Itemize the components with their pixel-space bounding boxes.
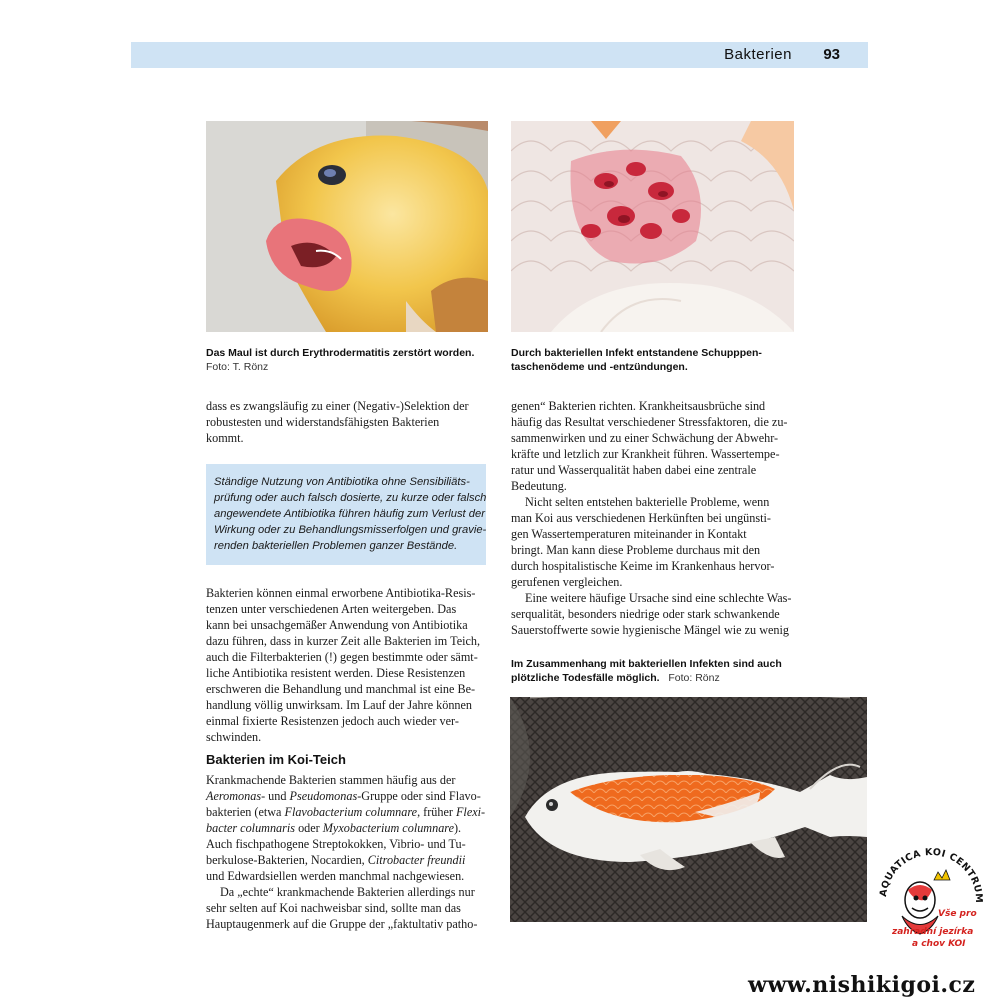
text-line: gerufenen vergleichen. bbox=[511, 575, 623, 589]
caption-mouth bbox=[206, 346, 474, 374]
text-line: handlung völlig unwirksam. Im Lauf der Jahre können bbox=[206, 698, 473, 712]
text-line: man Koi aus verschiedenen Herkünften bei ungünsti- bbox=[511, 511, 771, 525]
text-line: Sauerstoffwerte sowie hygienische Mängel wie zu wenig bbox=[511, 623, 789, 637]
running-header bbox=[131, 42, 868, 68]
text-line: sehr selten auf Koi nachweisbar sind, sollte man das bbox=[206, 901, 461, 915]
text-line: genen“ Bakterien richten. Krankheitsausbrüche sind bbox=[511, 399, 766, 413]
website-watermark: www.nishikigoi.cz bbox=[748, 972, 976, 998]
text-line: bacter columnaris oder Myxobacterium columnare). bbox=[206, 821, 462, 835]
info-box-line: Ständige Nutzung von Antibiotika ohne Sensibiliäts- bbox=[214, 476, 470, 488]
caption-dead-koi bbox=[511, 657, 782, 685]
section-title: Bakterien bbox=[724, 46, 792, 63]
text-line: berkulose-Bakterien, Nocardien, Citrobacter freundii bbox=[206, 853, 466, 867]
text-line: Auch fischpathogene Streptokokken, Vibrio- und Tu- bbox=[206, 837, 466, 851]
text-line: Eine weitere häufige Ursache sind eine schlechte Was- bbox=[525, 591, 792, 605]
text-line: kann bei unsachgemäßer Anwendung von Antibiotika bbox=[206, 618, 468, 632]
text-line: serqualität, besonders niedrige oder stark schwankende bbox=[511, 607, 780, 621]
text-line: ratur und Wasserqualität haben dabei eine zentrale bbox=[511, 463, 757, 477]
dead-koi-illustration bbox=[510, 697, 867, 922]
text-line: gen Wassertemperaturen miteinander in Kontakt bbox=[511, 527, 747, 541]
text-line: dass es zwangsläufig zu einer (Negativ-)Selektion der bbox=[206, 399, 469, 413]
left-paragraph-3 bbox=[206, 772, 485, 884]
left-paragraph-4 bbox=[206, 884, 477, 932]
text-line: dazu führen, dass in kurzer Zeit alle Bakterien im Teich, bbox=[206, 634, 481, 648]
caption-dead-koi-credit: Foto: Rönz bbox=[668, 672, 720, 684]
left-paragraph-2 bbox=[206, 585, 480, 745]
info-box-line: renden bakteriellen Problemen ganzer Bestände. bbox=[214, 540, 458, 552]
photo-koi-mouth bbox=[206, 121, 488, 332]
left-paragraph-1 bbox=[206, 398, 469, 446]
text-line: robustesten und widerstandsfähigsten Bakterien bbox=[206, 415, 440, 429]
text-line: tenzen unter verschiedenen Arten weitergeben. Das bbox=[206, 602, 457, 616]
text-line: sammenwirken und zu einer Schwächung der Abwehr- bbox=[511, 431, 779, 445]
right-paragraph-2 bbox=[511, 494, 774, 590]
koi-mouth-illustration bbox=[206, 121, 488, 332]
text-line: kommt. bbox=[206, 431, 244, 445]
scales-illustration bbox=[511, 121, 794, 332]
page-number: 93 bbox=[823, 46, 840, 63]
logo-slogan-line: Vše pro bbox=[938, 909, 977, 919]
info-box-line: angewendete Antibiotika führen häufig zum Verlust der bbox=[214, 508, 485, 520]
logo-slogan-line: a chov KOI bbox=[912, 939, 966, 949]
caption-scales-line: taschenödeme und -entzündungen. bbox=[511, 361, 688, 373]
right-paragraph-3 bbox=[511, 590, 791, 638]
caption-mouth-text: Das Maul ist durch Erythrodermatitis zerstört worden. bbox=[206, 347, 475, 359]
koi-logo-icon bbox=[872, 838, 990, 956]
info-box-line: prüfung oder auch falsch dosierte, zu kurze oder falsch bbox=[214, 492, 487, 504]
text-line: einmal fixierte Resistenzen jedoch auch wieder ver- bbox=[206, 714, 459, 728]
text-line: Nicht selten entstehen bakterielle Probleme, wenn bbox=[525, 495, 770, 509]
text-line: häufig das Resultat verschiedener Stressfaktoren, die zu- bbox=[511, 415, 788, 429]
caption-dead-koi-line: plötzliche Todesfälle möglich. bbox=[511, 672, 660, 684]
text-line: bringt. Man kann diese Probleme durchaus mit den bbox=[511, 543, 761, 557]
photo-scale-oedema bbox=[511, 121, 794, 332]
caption-scales-line: Durch bakteriellen Infekt entstandene Schupppen- bbox=[511, 347, 762, 359]
info-box bbox=[206, 464, 486, 565]
text-line: Krankmachende Bakterien stammen häufig aus der bbox=[206, 773, 456, 787]
aquatica-koi-centrum-logo bbox=[872, 838, 990, 956]
text-line: bakterien (etwa Flavobacterium columnare, früher Flexi- bbox=[206, 805, 486, 819]
text-line: Aeromonas- und Pseudomonas-Gruppe oder sind Flavo- bbox=[206, 789, 481, 803]
caption-scales bbox=[511, 346, 762, 374]
text-line: und Edwardsiellen werden manchmal nachgewiesen. bbox=[206, 869, 465, 883]
text-line: Da „echte“ krankmachende Bakterien allerdings nur bbox=[220, 885, 475, 899]
logo-slogan-line: zahradní jezírka bbox=[892, 927, 974, 937]
text-line: Hauptaugenmerk auf die Gruppe der „faktultativ patho- bbox=[206, 917, 478, 931]
text-line: auch die Filterbakterien (!) gegen bestimmte oder sämt- bbox=[206, 650, 478, 664]
caption-mouth-credit: Foto: T. Rönz bbox=[206, 361, 269, 373]
photo-dead-koi bbox=[510, 697, 867, 922]
text-line: erschweren die Behandlung und manchmal ist eine Be- bbox=[206, 682, 476, 696]
text-line: schwinden. bbox=[206, 730, 262, 744]
text-line: Bedeutung. bbox=[511, 479, 567, 493]
text-line: durch hospitalistische Keime im Krankenhaus hervor- bbox=[511, 559, 775, 573]
subheading-koi-teich: Bakterien im Koi-Teich bbox=[206, 752, 346, 767]
right-paragraph-1 bbox=[511, 398, 788, 494]
text-line: kräfte und letzlich zur Krankheit führen. Wassertempe- bbox=[511, 447, 780, 461]
caption-dead-koi-line: Im Zusammenhang mit bakteriellen Infekten sind auch bbox=[511, 658, 782, 670]
logo-arc-text: AQUATICA KOI CENTRUM bbox=[878, 846, 985, 904]
info-box-line: Wirkung oder zu Behandlungsmisserfolgen und gravie- bbox=[214, 524, 487, 536]
text-line: Bakterien können einmal erworbene Antibiotika-Resis- bbox=[206, 586, 476, 600]
text-line: liche Antibiotika resistent werden. Diese Resistenzen bbox=[206, 666, 466, 680]
